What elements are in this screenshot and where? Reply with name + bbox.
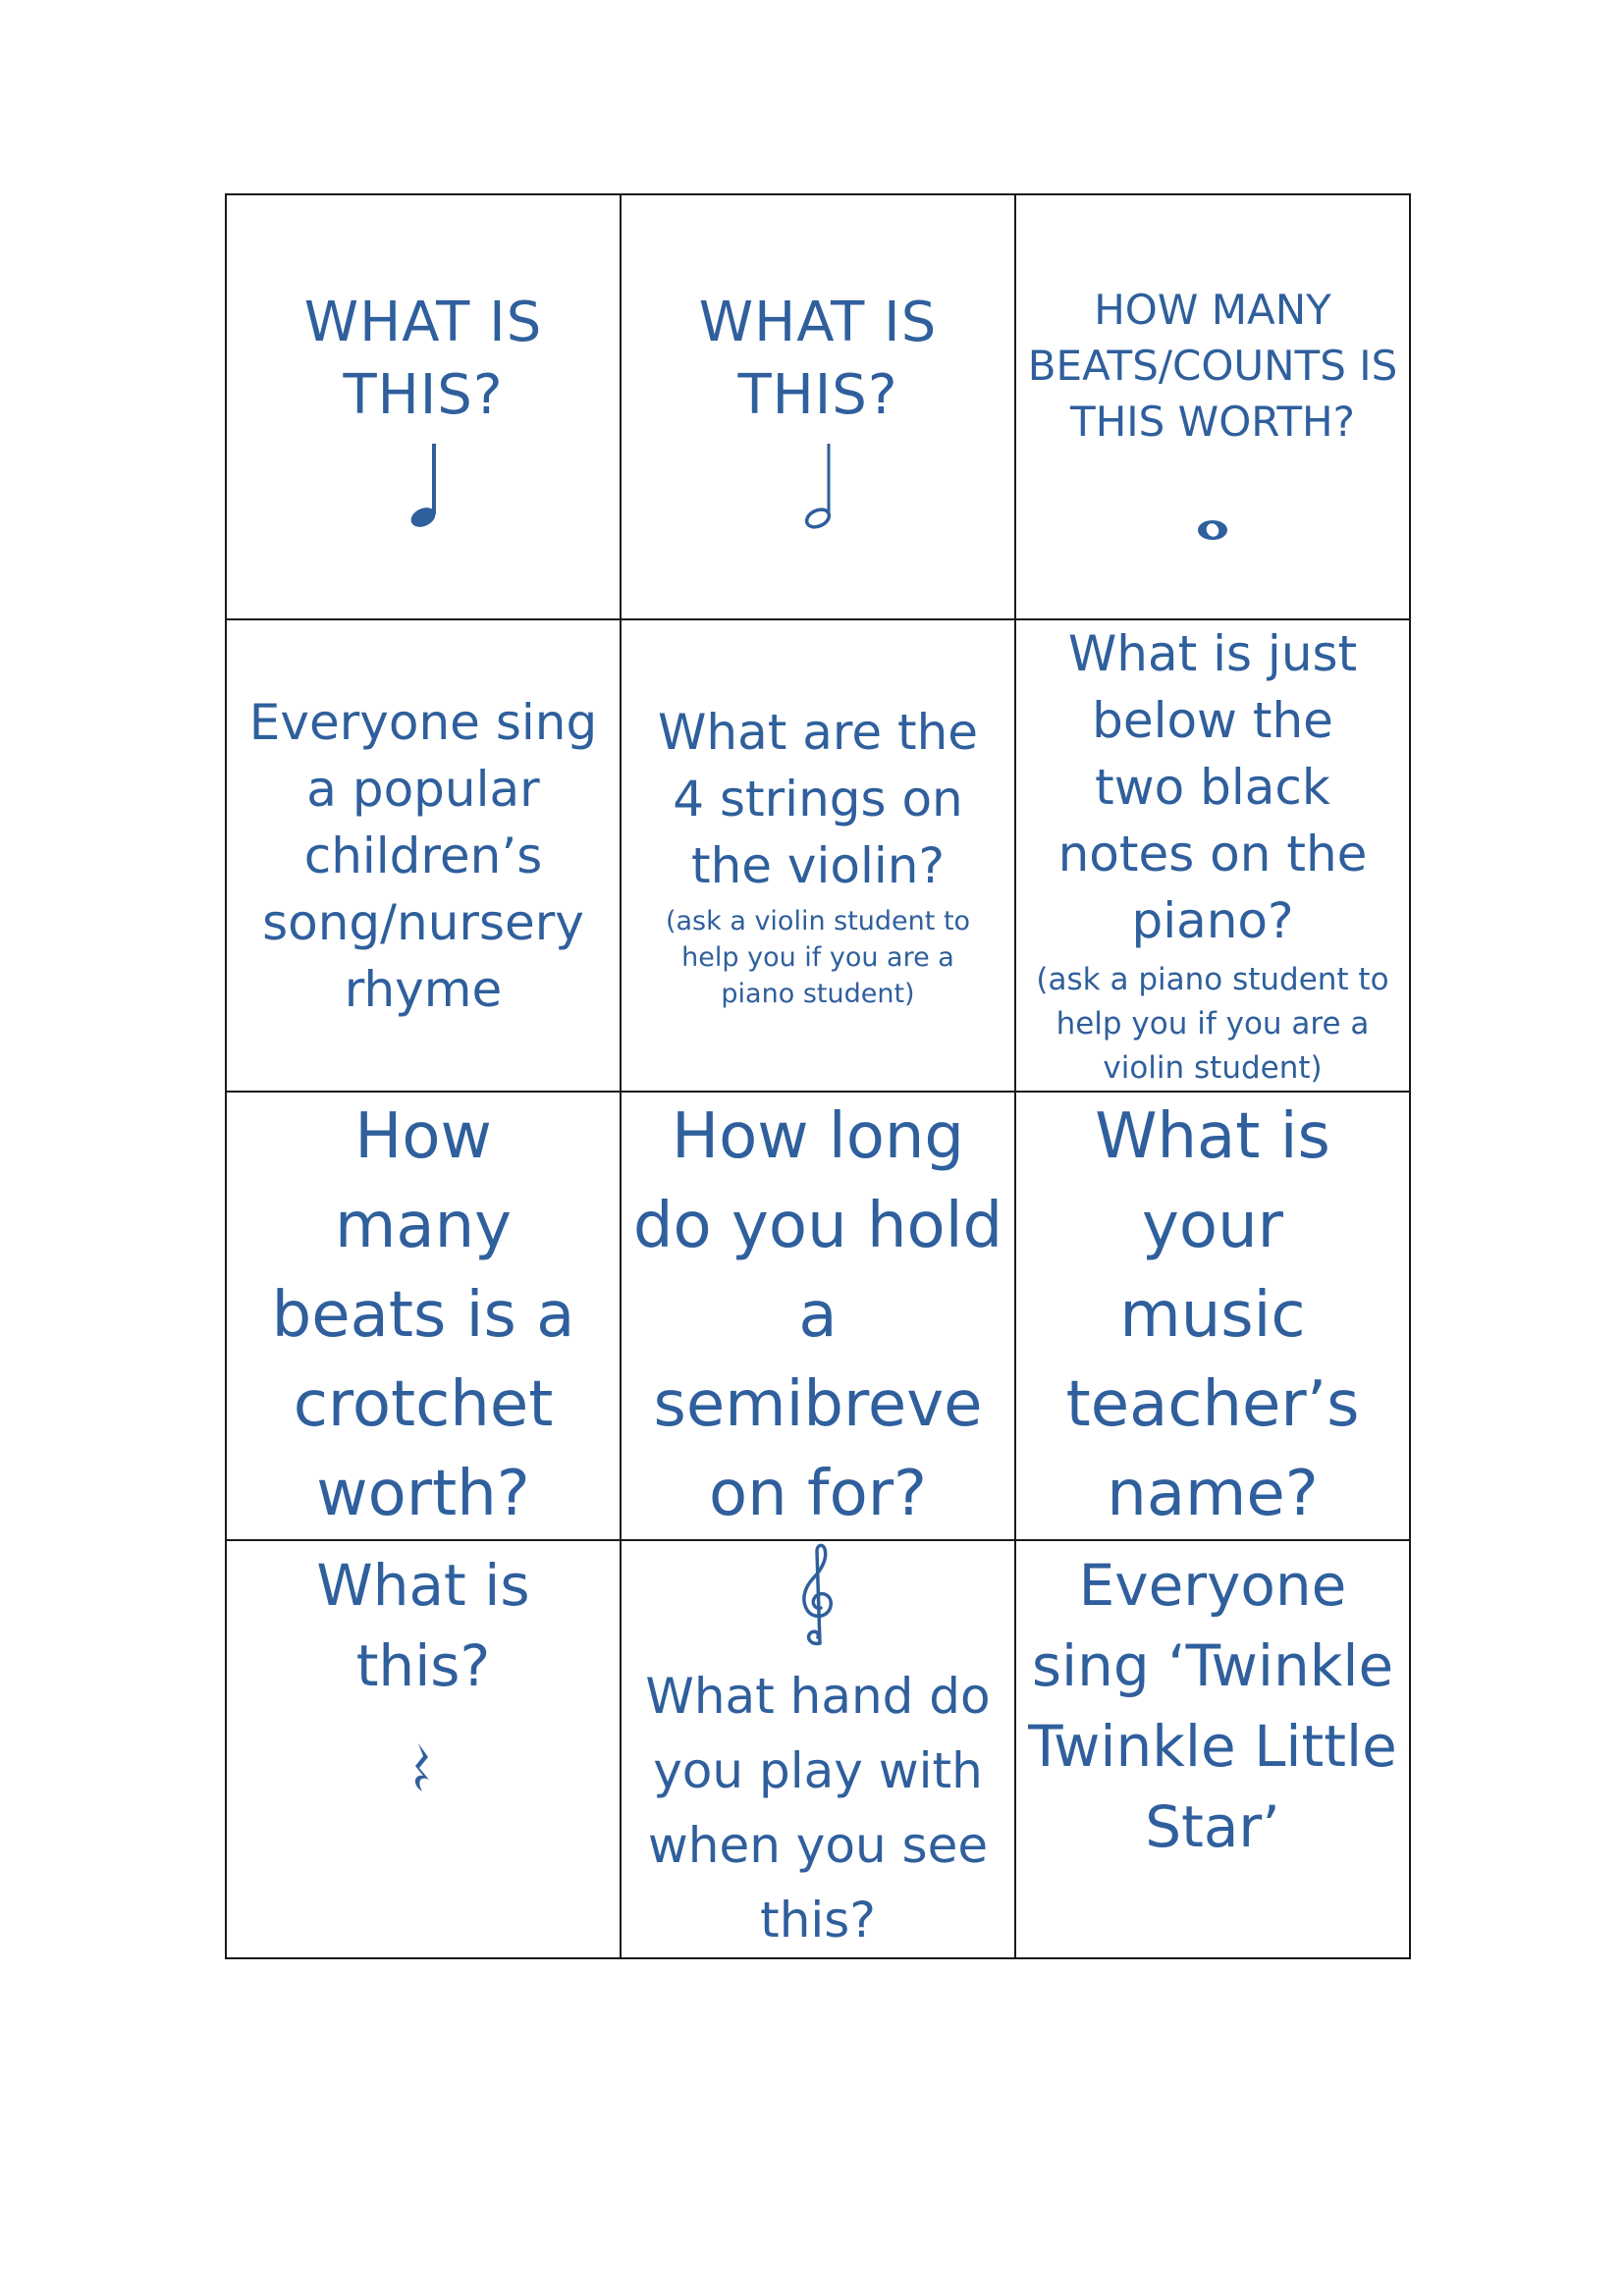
card-question: What hand do you play with when you see this?	[645, 1668, 991, 1949]
card-9	[1015, 1092, 1410, 1540]
crotchet-icon	[394, 438, 453, 536]
treble-clef-icon	[793, 1541, 842, 1649]
crotchet-rest-icon	[408, 1739, 438, 1798]
card-11	[621, 1540, 1015, 1958]
card-10	[226, 1540, 621, 1958]
card-2	[621, 194, 1015, 619]
card-3	[1015, 194, 1410, 619]
card-5	[621, 619, 1015, 1092]
card-question: What are the 4 strings on the violin?	[657, 704, 979, 894]
card-question: How many beats is a crotchet worth?	[271, 1100, 575, 1530]
card-8	[621, 1092, 1015, 1540]
card-question: What is just below the two black notes on the piano?	[1057, 625, 1368, 949]
question-card-grid	[225, 193, 1411, 1959]
card-hint: (ask a piano student to help you if you are a violin student)	[1036, 962, 1389, 1086]
card-question: WHAT IS THIS?	[303, 290, 543, 427]
card-question: HOW MANY BEATS/COUNTS IS THIS WORTH?	[1027, 286, 1398, 446]
card-4	[226, 619, 621, 1092]
semibreve-icon	[1183, 510, 1242, 550]
card-question: What is this?	[316, 1552, 530, 1699]
card-12	[1015, 1540, 1410, 1958]
card-question: Everyone sing a popular children’s song/nursery rhyme	[248, 693, 598, 1018]
minim-icon	[788, 438, 847, 536]
card-question: What is your music teacher’s name?	[1065, 1100, 1360, 1530]
card-question: WHAT IS THIS?	[698, 290, 938, 427]
card-1	[226, 194, 621, 619]
card-question: How long do you hold a semibreve on for?	[632, 1100, 1003, 1530]
card-hint: (ask a violin student to help you if you are a piano student)	[665, 906, 971, 1009]
card-7	[226, 1092, 621, 1540]
card-question: Everyone sing ‘Twinkle Twinkle Little Star’	[1028, 1552, 1397, 1860]
card-6	[1015, 619, 1410, 1092]
